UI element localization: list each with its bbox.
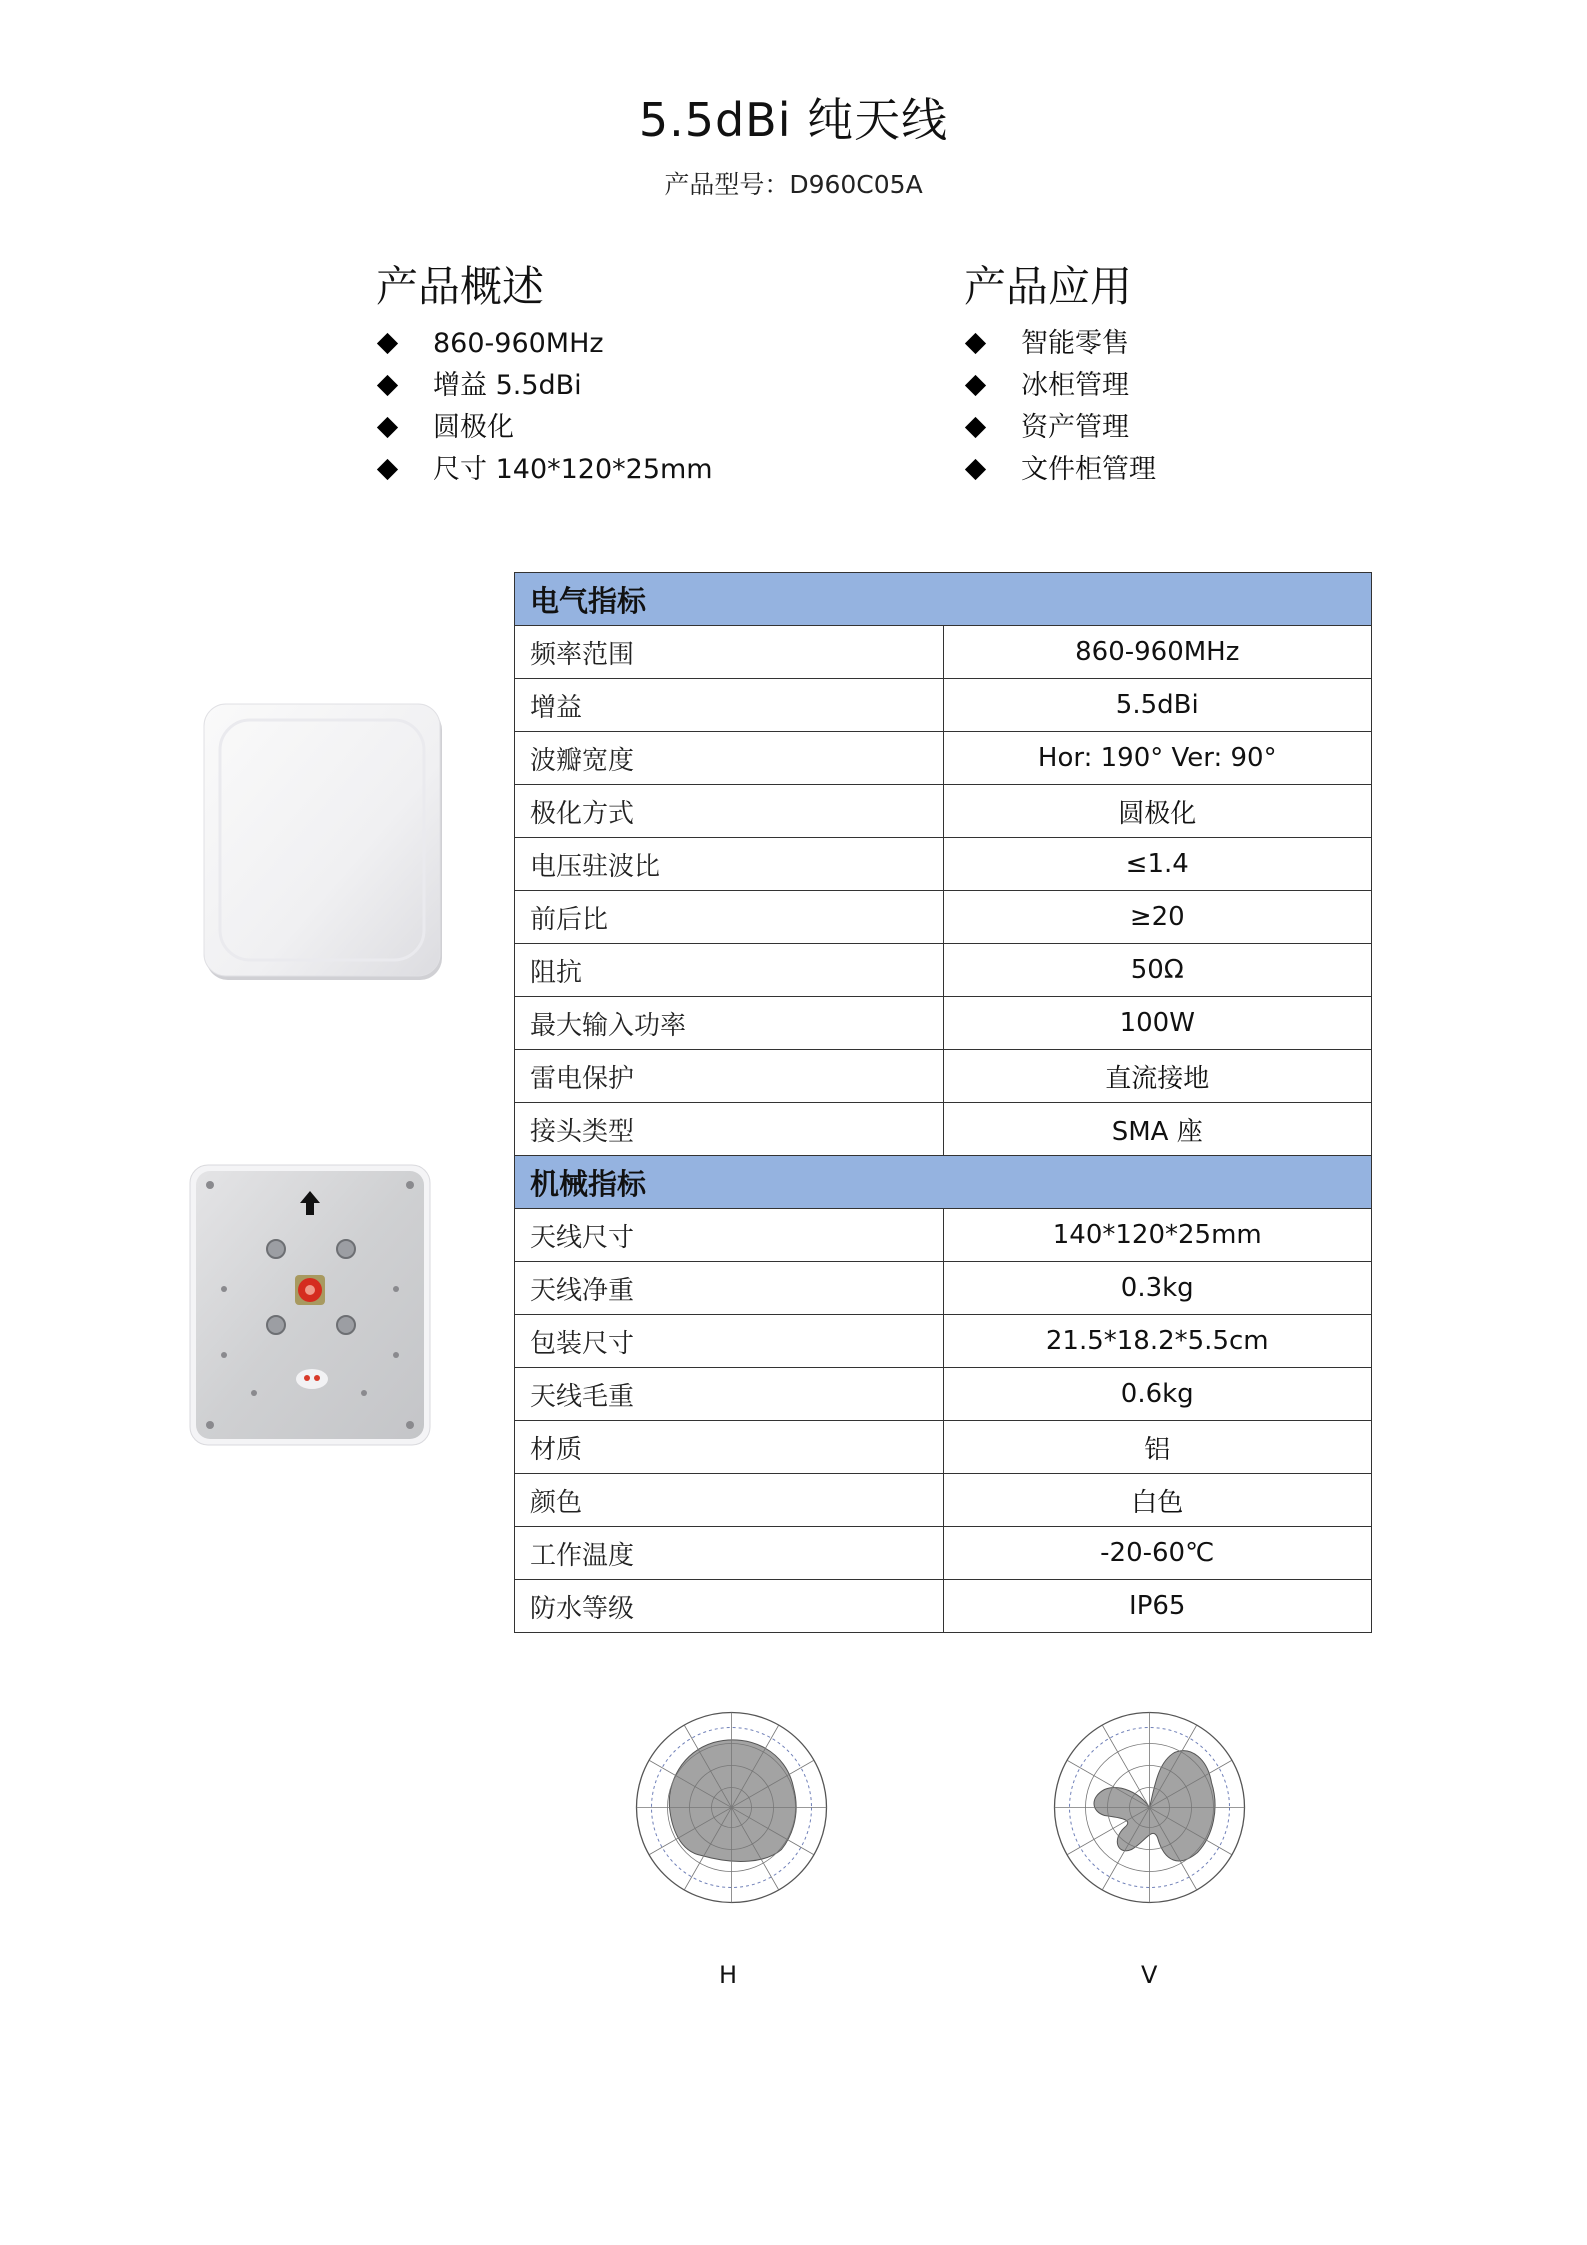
diamond-bullet-icon <box>377 375 398 396</box>
spec-value: 140*120*25mm <box>943 1209 1372 1262</box>
diamond-bullet-icon <box>965 417 986 438</box>
spec-label: 防水等级 <box>515 1580 944 1633</box>
spec-value: ≥20 <box>943 891 1372 944</box>
spec-label: 电压驻波比 <box>515 838 944 891</box>
table-row <box>515 997 1372 1050</box>
spec-value: SMA 座 <box>943 1103 1372 1156</box>
spec-value: 100W <box>943 997 1372 1050</box>
spec-value: 0.3kg <box>943 1262 1372 1315</box>
table-row <box>515 626 1372 679</box>
application-list <box>964 323 1156 491</box>
spec-value: 0.6kg <box>943 1368 1372 1421</box>
spec-value: 5.5dBi <box>943 679 1372 732</box>
table-row <box>515 1474 1372 1527</box>
table-row <box>515 732 1372 785</box>
section-title: 电气指标 <box>515 573 1372 626</box>
table-row <box>515 891 1372 944</box>
spec-label: 颜色 <box>515 1474 944 1527</box>
table-row <box>515 1527 1372 1580</box>
spec-value: Hor: 190° Ver: 90° <box>943 732 1372 785</box>
table-row <box>515 1580 1372 1633</box>
table-row <box>515 1209 1372 1262</box>
antenna-back-photo <box>188 1163 433 1448</box>
v-radiation-pattern <box>1042 1700 1257 1915</box>
spec-value: 21.5*18.2*5.5cm <box>943 1315 1372 1368</box>
spec-label: 包装尺寸 <box>515 1315 944 1368</box>
spec-label: 天线尺寸 <box>515 1209 944 1262</box>
h-radiation-pattern <box>624 1700 839 1915</box>
product-title: 5.5dBi 纯天线 <box>638 93 949 147</box>
diamond-bullet-icon <box>965 333 986 354</box>
antenna-front-photo <box>200 700 450 985</box>
list-item: 860-960MHz <box>376 323 713 365</box>
table-section-header <box>515 573 1372 626</box>
list-item: 尺寸 140*120*25mm <box>376 449 713 491</box>
spec-label: 极化方式 <box>515 785 944 838</box>
table-row <box>515 838 1372 891</box>
table-section-header <box>515 1156 1372 1209</box>
diamond-bullet-icon <box>377 333 398 354</box>
list-item: 圆极化 <box>376 407 713 449</box>
spec-value: 860-960MHz <box>943 626 1372 679</box>
list-item: 智能零售 <box>964 323 1156 365</box>
table-row <box>515 944 1372 997</box>
spec-label: 最大输入功率 <box>515 997 944 1050</box>
list-item: 增益 5.5dBi <box>376 365 713 407</box>
spec-value: 直流接地 <box>943 1050 1372 1103</box>
diamond-bullet-icon <box>377 459 398 480</box>
spec-label: 波瓣宽度 <box>515 732 944 785</box>
table-row <box>515 1421 1372 1474</box>
diamond-bullet-icon <box>965 459 986 480</box>
spec-value: 圆极化 <box>943 785 1372 838</box>
spec-label: 前后比 <box>515 891 944 944</box>
product-model: 产品型号：D960C05A <box>664 170 923 199</box>
spec-value: 铝 <box>943 1421 1372 1474</box>
list-item: 文件柜管理 <box>964 449 1156 491</box>
application-heading: 产品应用 <box>964 262 1133 311</box>
table-row <box>515 785 1372 838</box>
spec-label: 天线毛重 <box>515 1368 944 1421</box>
overview-heading: 产品概述 <box>376 262 545 311</box>
spec-label: 材质 <box>515 1421 944 1474</box>
spec-value: 50Ω <box>943 944 1372 997</box>
section-title: 机械指标 <box>515 1156 1372 1209</box>
table-row <box>515 1050 1372 1103</box>
spec-label: 天线净重 <box>515 1262 944 1315</box>
list-item: 冰柜管理 <box>964 365 1156 407</box>
table-row <box>515 1368 1372 1421</box>
spec-value: 白色 <box>943 1474 1372 1527</box>
table-row <box>515 1103 1372 1156</box>
spec-label: 接头类型 <box>515 1103 944 1156</box>
diamond-bullet-icon <box>965 375 986 396</box>
list-item: 资产管理 <box>964 407 1156 449</box>
overview-list <box>376 323 713 491</box>
table-row <box>515 1262 1372 1315</box>
spec-label: 工作温度 <box>515 1527 944 1580</box>
spec-label: 雷电保护 <box>515 1050 944 1103</box>
h-pattern-label: H <box>719 1961 738 1989</box>
spec-table <box>514 572 1372 1633</box>
table-row <box>515 1315 1372 1368</box>
spec-label: 阻抗 <box>515 944 944 997</box>
spec-value: IP65 <box>943 1580 1372 1633</box>
diamond-bullet-icon <box>377 417 398 438</box>
table-row <box>515 679 1372 732</box>
spec-label: 频率范围 <box>515 626 944 679</box>
spec-label: 增益 <box>515 679 944 732</box>
spec-value: -20-60℃ <box>943 1527 1372 1580</box>
spec-value: ≤1.4 <box>943 838 1372 891</box>
v-pattern-label: V <box>1141 1961 1158 1989</box>
